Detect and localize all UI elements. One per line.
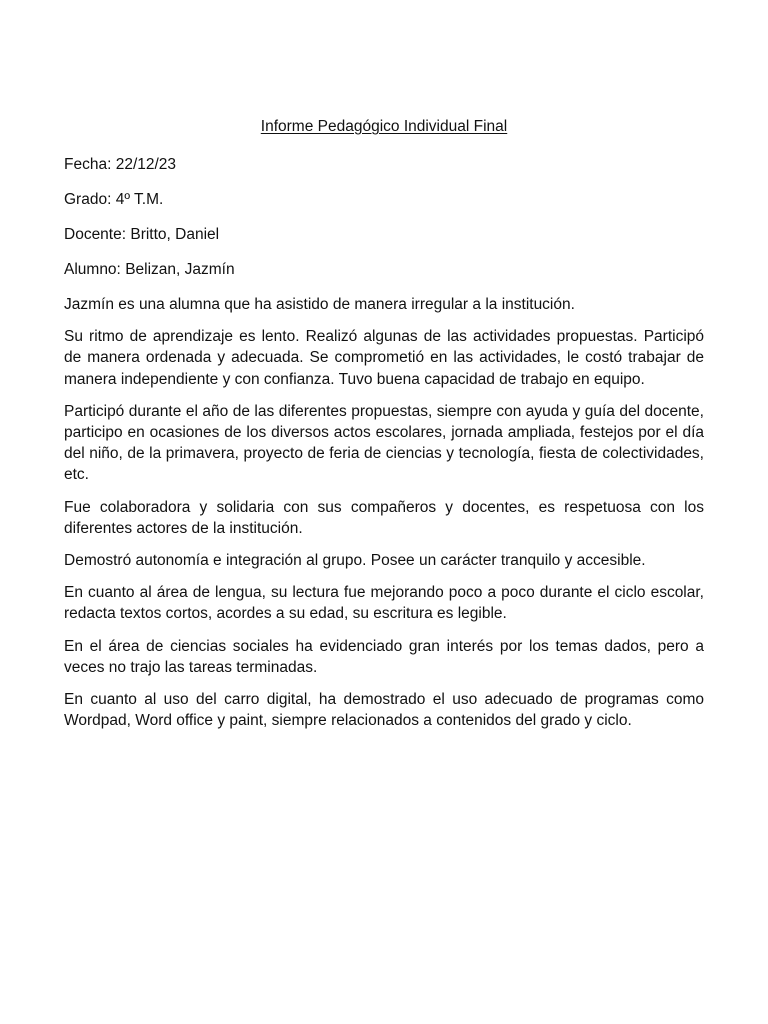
document-body bbox=[64, 294, 704, 731]
meta-student-value: Belizan, Jazmín bbox=[125, 261, 235, 278]
document-title: Informe Pedagógico Individual Final bbox=[260, 118, 508, 135]
paragraph-attendance: Jazmín es una alumna que ha asistido de manera irregular a la institución. bbox=[64, 296, 575, 313]
meta-grade bbox=[64, 189, 704, 211]
meta-teacher bbox=[64, 224, 704, 246]
meta-student bbox=[64, 259, 704, 281]
paragraph-social-sciences: En el área de ciencias sociales ha evidenciado gran interés por los temas dados, pero a veces no trajo las tareas terminadas. bbox=[64, 637, 704, 676]
meta-date bbox=[64, 154, 704, 176]
meta-teacher-label: Docente: bbox=[64, 226, 127, 243]
paragraph-learning-pace: Su ritmo de aprendizaje es lento. Realizó algunas de las actividades propuestas. Participó de manera ordenada y adecuada. Se comprometió en las actividades, le costó trabajar de manera independiente y con confianza. Tuvo buena capacidad de trabajo en equipo. bbox=[64, 328, 704, 388]
paragraph-autonomy: Demostró autonomía e integración al grupo. Posee un carácter tranquilo y accesible. bbox=[64, 552, 646, 570]
meta-grade-label: Grado: bbox=[64, 191, 112, 208]
document-meta bbox=[64, 154, 704, 281]
meta-teacher-value: Britto, Daniel bbox=[130, 226, 220, 243]
meta-date-label: Fecha: bbox=[64, 156, 112, 173]
paragraph-collaboration: Fue colaboradora y solidaria con sus compañeros y docentes, es respetuosa con los diferentes actores de la institución. bbox=[64, 498, 704, 537]
meta-student-label: Alumno: bbox=[64, 261, 121, 278]
paragraph-digital: En cuanto al uso del carro digital, ha demostrado el uso adecuado de programas como Wordpad, Word office y paint, siempre relacionados a contenidos del grado y ciclo. bbox=[64, 691, 704, 730]
paragraph-participation: Participó durante el año de las diferentes propuestas, siempre con ayuda y guía del docente, participo en ocasiones de los diversos actos escolares, jornada ampliada, festejos por el día del niño, de la primavera, proyecto de feria de ciencias y tecnología, fiesta de colectividades, etc. bbox=[64, 402, 704, 484]
meta-date-value: 22/12/23 bbox=[115, 156, 177, 173]
meta-grade-value: 4º T.M. bbox=[115, 191, 164, 208]
paragraph-language: En cuanto al área de lengua, su lectura fue mejorando poco a poco durante el ciclo escolar, redacta textos cortos, acordes a su edad, su escritura es legible. bbox=[64, 584, 704, 623]
document-page bbox=[64, 116, 704, 742]
